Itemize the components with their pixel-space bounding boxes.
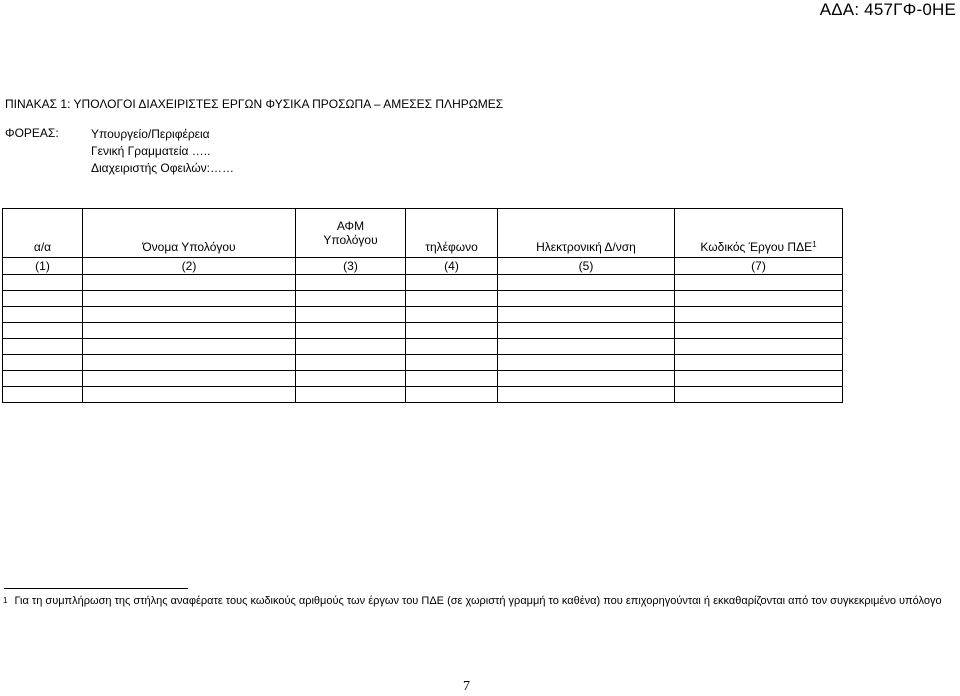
- table-cell: [675, 323, 843, 339]
- table-cell: [83, 355, 296, 371]
- table-cell: [406, 275, 498, 291]
- table-cell: [406, 291, 498, 307]
- header-aa: α/α: [3, 209, 83, 258]
- header-afm-line2: Υπολόγου: [323, 233, 378, 247]
- table-cell: [83, 307, 296, 323]
- colnum-7: (7): [675, 258, 843, 275]
- header-phone: τηλέφωνο: [406, 209, 498, 258]
- table-cell: [498, 371, 675, 387]
- table-header-row: [3, 209, 843, 258]
- colnum-5: (5): [498, 258, 675, 275]
- table-cell: [83, 387, 296, 403]
- header-name: Όνομα Υπολόγου: [83, 209, 296, 258]
- footnote-separator: [4, 588, 188, 589]
- table-row: [3, 323, 843, 339]
- header-afm: [296, 209, 406, 258]
- table-row: [3, 355, 843, 371]
- table-cell: [675, 387, 843, 403]
- table-cell: [296, 387, 406, 403]
- colnum-3: (3): [296, 258, 406, 275]
- table-cell: [675, 291, 843, 307]
- table-row: [3, 371, 843, 387]
- table-cell: [498, 307, 675, 323]
- table-cell: [83, 339, 296, 355]
- table-cell: [83, 371, 296, 387]
- table-row: [3, 291, 843, 307]
- table-cell: [675, 355, 843, 371]
- agency-block: [91, 126, 234, 177]
- table-cell: [675, 275, 843, 291]
- agency-debt-manager: Διαχειριστής Οφειλών:……: [91, 161, 235, 175]
- table-cell: [406, 387, 498, 403]
- table-cell: [406, 355, 498, 371]
- header-afm-line1: ΑΦΜ: [336, 219, 365, 233]
- table-cell: [406, 323, 498, 339]
- footnote: [3, 594, 953, 608]
- table-cell: [498, 387, 675, 403]
- table-cell: [3, 371, 83, 387]
- table-cell: [3, 275, 83, 291]
- header-project-code: Κωδικός Έργου ΠΔΕ$^1$: [675, 209, 843, 258]
- table-cell: [296, 323, 406, 339]
- agency-label: ΦΟΡΕΑΣ:: [5, 126, 59, 140]
- table-cell: [83, 275, 296, 291]
- table-cell: [3, 291, 83, 307]
- ada-code: ΑΔΑ: 457ΓΦ-0ΗΕ: [819, 0, 956, 19]
- colnum-1: (1): [3, 258, 83, 275]
- table-cell: [675, 339, 843, 355]
- empty-rows: [3, 275, 843, 403]
- table-cell: [83, 323, 296, 339]
- table-cell: [3, 339, 83, 355]
- table-cell: [3, 387, 83, 403]
- page-number: 7: [463, 679, 470, 694]
- table-cell: [406, 339, 498, 355]
- footnote-ref: 1: [812, 240, 817, 249]
- table-cell: [675, 307, 843, 323]
- table-cell: [498, 339, 675, 355]
- header-email: Ηλεκτρονική Δ/νση: [498, 209, 675, 258]
- table-cell: [296, 355, 406, 371]
- table-cell: [498, 323, 675, 339]
- table-row: [3, 275, 843, 291]
- table-row: [3, 339, 843, 355]
- table-cell: [83, 291, 296, 307]
- table-cell: [3, 323, 83, 339]
- table-cell: [498, 355, 675, 371]
- colnum-2: (2): [83, 258, 296, 275]
- footnote-text: Για τη συμπλήρωση της στήλης αναφέρατε τους κωδικούς αριθμούς των έργων του ΠΔΕ (σε χωριστή γραμμή το καθένα) που επιχορηγούνται ή εκκαθαρίζονται από τον συγκεκριμένο υπόλογο: [14, 595, 942, 607]
- table-cell: [296, 371, 406, 387]
- table-row: [3, 307, 843, 323]
- column-number-row: [3, 258, 843, 275]
- table-cell: [296, 291, 406, 307]
- table-cell: [296, 275, 406, 291]
- table-cell: [675, 371, 843, 387]
- table-cell: [498, 275, 675, 291]
- table-cell: [296, 339, 406, 355]
- colnum-4: (4): [406, 258, 498, 275]
- table-cell: [3, 307, 83, 323]
- table-cell: [296, 307, 406, 323]
- accountables-table: [2, 208, 843, 403]
- agency-ministry: Υπουργείο/Περιφέρεια: [91, 127, 210, 141]
- table-title: ΠΙΝΑΚΑΣ 1: ΥΠΟΛΟΓΟΙ ΔΙΑΧΕΙΡΙΣΤΕΣ ΕΡΓΩΝ ΦΥΣΙΚΑ ΠΡΟΣΩΠΑ – ΑΜΕΣΕΣ ΠΛΗΡΩΜΕΣ: [5, 97, 504, 111]
- table-cell: [406, 307, 498, 323]
- agency-secretariat: Γενική Γραμματεία …..: [91, 144, 211, 158]
- table-row: [3, 387, 843, 403]
- footnote-marker: 1: [3, 596, 8, 605]
- table-cell: [3, 355, 83, 371]
- table-cell: [406, 371, 498, 387]
- table-cell: [498, 291, 675, 307]
